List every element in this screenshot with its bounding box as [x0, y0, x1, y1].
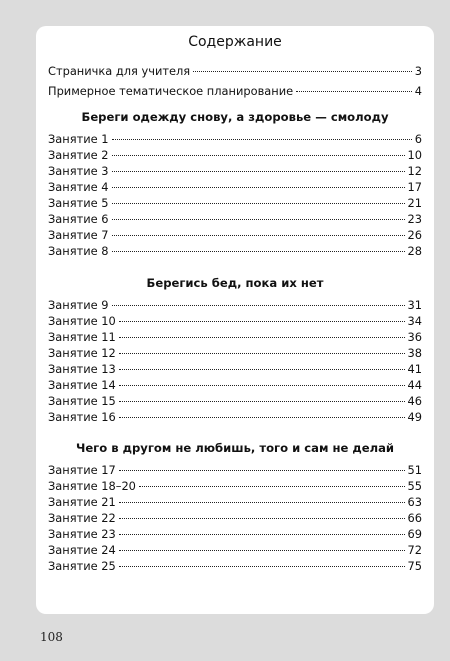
toc-row-label: Примерное тематическое планирование — [48, 84, 294, 98]
toc-row-label: Занятие 7 — [48, 228, 109, 242]
toc-row-page: 4 — [414, 84, 422, 98]
toc-row-label: Занятие 14 — [48, 378, 116, 392]
toc-row-label: Занятие 25 — [48, 559, 116, 573]
toc-row — [48, 163, 422, 179]
toc-row — [48, 542, 422, 558]
dot-leader — [119, 353, 405, 354]
toc-row-page: 28 — [407, 244, 422, 258]
page-number: 108 — [40, 630, 63, 644]
toc-row-page: 44 — [407, 378, 422, 392]
toc-row-label: Занятие 21 — [48, 495, 116, 509]
toc-row — [48, 313, 422, 329]
toc-row-label: Занятие 2 — [48, 148, 109, 162]
toc-row-page: 66 — [407, 511, 422, 525]
toc-row-page: 75 — [407, 559, 422, 573]
toc-row-label: Занятие 11 — [48, 330, 116, 344]
toc-row — [48, 409, 422, 425]
dot-leader — [112, 171, 405, 172]
toc-row-label: Занятие 23 — [48, 527, 116, 541]
toc-row-page: 26 — [407, 228, 422, 242]
toc-row — [48, 211, 422, 227]
toc-row-page: 38 — [407, 346, 422, 360]
dot-leader — [119, 337, 405, 338]
toc-row — [48, 179, 422, 195]
toc-row-label: Занятие 22 — [48, 511, 116, 525]
toc-row-page: 41 — [407, 362, 422, 376]
toc-row-label: Занятие 10 — [48, 314, 116, 328]
toc-row-label: Занятие 5 — [48, 196, 109, 210]
toc-row-page: 17 — [407, 180, 422, 194]
dot-leader — [119, 417, 405, 418]
toc-row-page: 12 — [407, 164, 422, 178]
dot-leader — [112, 235, 405, 236]
toc-row-page: 3 — [414, 64, 422, 78]
contents-title: Содержание — [188, 34, 282, 50]
toc-row-label: Занятие 15 — [48, 394, 116, 408]
toc-row-page: 23 — [407, 212, 422, 226]
toc-row-page: 69 — [407, 527, 422, 541]
toc-row-page: 63 — [407, 495, 422, 509]
toc-row — [48, 526, 422, 542]
toc-row-page: 31 — [407, 298, 422, 312]
dot-leader — [119, 470, 405, 471]
toc-row-label: Занятие 6 — [48, 212, 109, 226]
toc-row — [48, 558, 422, 574]
dot-leader — [139, 486, 405, 487]
toc-row-page: 51 — [407, 463, 422, 477]
toc-row-page: 10 — [407, 148, 422, 162]
toc-row-page: 36 — [407, 330, 422, 344]
toc-row-page: 6 — [414, 132, 422, 146]
toc-row — [48, 478, 422, 494]
toc-row — [48, 227, 422, 243]
dot-leader — [112, 251, 405, 252]
dot-leader — [112, 203, 405, 204]
dot-leader — [296, 91, 412, 92]
toc-row — [48, 195, 422, 211]
dot-leader — [119, 321, 405, 322]
toc-row — [48, 243, 422, 259]
toc-row-label: Занятие 3 — [48, 164, 109, 178]
toc-row — [48, 361, 422, 377]
toc-row — [48, 510, 422, 526]
toc-row — [48, 345, 422, 361]
toc-row-intro-1 — [48, 63, 422, 79]
toc-row-label: Занятие 24 — [48, 543, 116, 557]
dot-leader — [119, 502, 405, 503]
dot-leader — [119, 550, 405, 551]
dot-leader — [119, 385, 405, 386]
toc-row — [48, 377, 422, 393]
toc-row-label: Занятие 1 — [48, 132, 109, 146]
toc-row — [48, 131, 422, 147]
dot-leader — [112, 187, 405, 188]
toc-row-label: Занятие 18–20 — [48, 479, 136, 493]
toc-row-label: Занятие 17 — [48, 463, 116, 477]
toc-row-page: 72 — [407, 543, 422, 557]
toc-row — [48, 297, 422, 313]
toc-row-page: 46 — [407, 394, 422, 408]
toc-row-label: Занятие 12 — [48, 346, 116, 360]
toc-row-label: Занятие 9 — [48, 298, 109, 312]
toc-row-page: 55 — [407, 479, 422, 493]
dot-leader — [193, 71, 412, 72]
toc-row-page: 21 — [407, 196, 422, 210]
section-heading-1: Береги одежду снову, а здоровье — смолоду — [81, 110, 389, 124]
dot-leader — [119, 369, 405, 370]
dot-leader — [119, 566, 405, 567]
toc-row — [48, 393, 422, 409]
toc-row-page: 34 — [407, 314, 422, 328]
dot-leader — [112, 139, 412, 140]
dot-leader — [112, 219, 405, 220]
toc-row-label: Занятие 4 — [48, 180, 109, 194]
dot-leader — [112, 155, 405, 156]
toc-row — [48, 329, 422, 345]
dot-leader — [119, 518, 405, 519]
section-heading-2: Берегись бед, пока их нет — [146, 276, 324, 290]
toc-row-label: Занятие 16 — [48, 410, 116, 424]
toc-row-intro-2 — [48, 83, 422, 99]
section-heading-3: Чего в другом не любишь, того и сам не делай — [75, 441, 395, 455]
toc-row — [48, 494, 422, 510]
dot-leader — [112, 305, 405, 306]
dot-leader — [119, 401, 405, 402]
toc-row-label: Страничка для учителя — [48, 64, 191, 78]
toc-row-page: 49 — [407, 410, 422, 424]
toc-row-label: Занятие 8 — [48, 244, 109, 258]
toc-row-label: Занятие 13 — [48, 362, 116, 376]
contents-card — [36, 26, 434, 614]
toc-row — [48, 147, 422, 163]
dot-leader — [119, 534, 405, 535]
toc-row — [48, 462, 422, 478]
